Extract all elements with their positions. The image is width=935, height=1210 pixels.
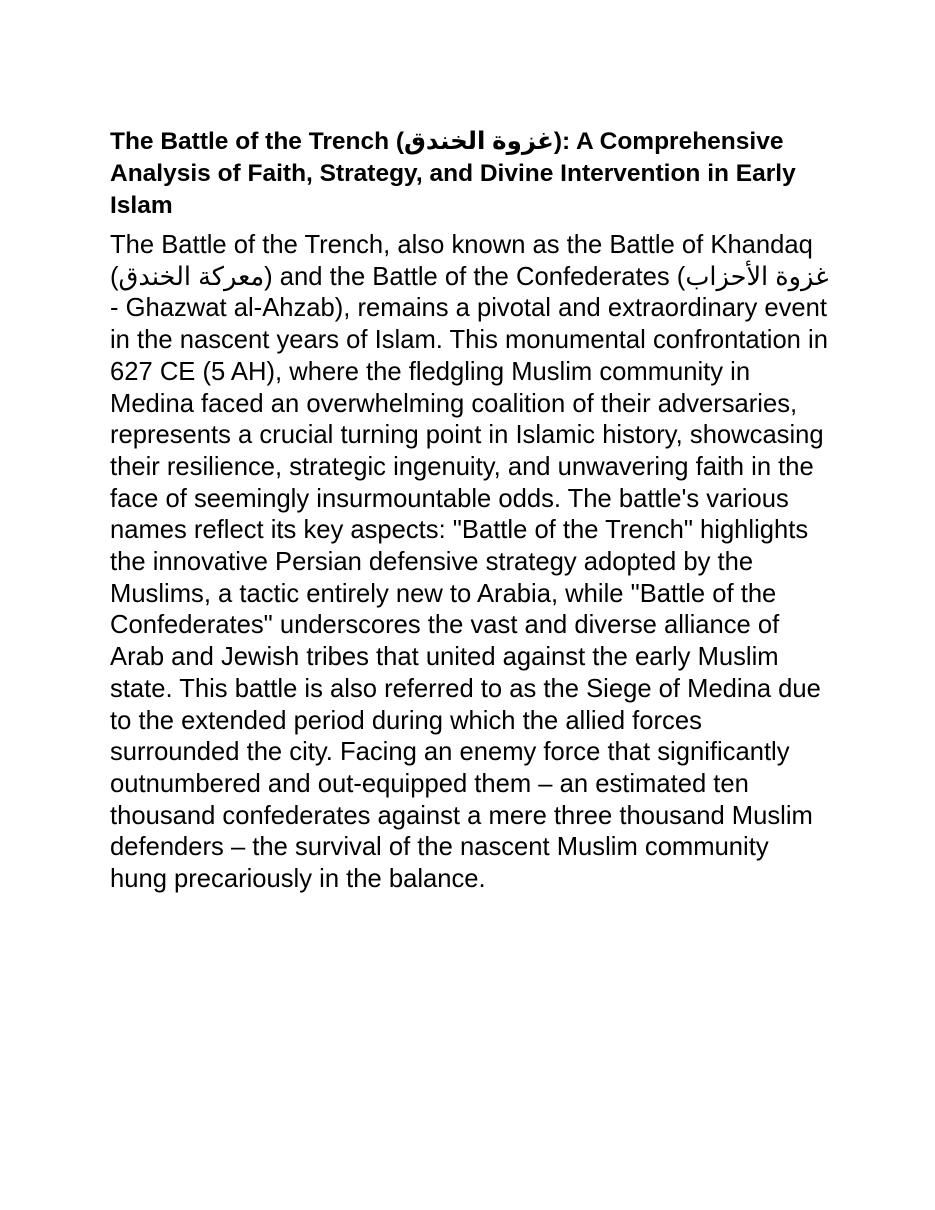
paragraph-text-part3: - Ghazwat al-Ahzab), remains a pivotal and extraordinary event in the nascent years of Islam. This monumental confrontation in 627 CE (5 AH), where the fledgling Muslim community in Medina faced an overwhelming coalition of their adversaries, represents a crucial turning point in Islamic history, showcasing their resilience, strategic ingenuity, and unwavering faith in the face of seemingly insurmountable odds. The battle's various names reflect its key aspects: "Battle of the Trench" highlights the innovative Persian defensive strategy adopted by the Muslims, a tactic entirely new to Arabia, while "Battle of the Confederates" underscores the vast and diverse alliance of Arab and Jewish tribes that united against the early Muslim state. This battle is also referred to as the Siege of Medina due to the extended period during which the allied forces surrounded the city. Facing an enemy force that significantly outnumbered and out-equipped them – an estimated ten thousand confederates against a mere three thousand Muslim defenders – the survival of the nascent Muslim community hung precariously in the balance. xyxy=(110,294,828,894)
title-text-before: The Battle of the Trench ( xyxy=(110,128,405,155)
paragraph-arabic-text-2: غزوة الأحزاب xyxy=(685,262,829,291)
document-title xyxy=(110,126,830,222)
title-arabic-text: غزوة الخندق xyxy=(404,128,554,155)
paragraph-arabic-text-1: معركة الخندق xyxy=(118,262,265,291)
document-page xyxy=(110,126,830,896)
body-paragraph xyxy=(110,230,830,896)
paragraph-text-part1: The Battle of the Trench, also known as the Battle of Khandaq ( xyxy=(110,231,813,291)
paragraph-text-part2: ) and the Battle of the Confederates ( xyxy=(264,262,686,291)
title-text-after: ): A Comprehensive Analysis of Faith, Strategy, and Divine Intervention in Early Islam xyxy=(110,128,796,219)
